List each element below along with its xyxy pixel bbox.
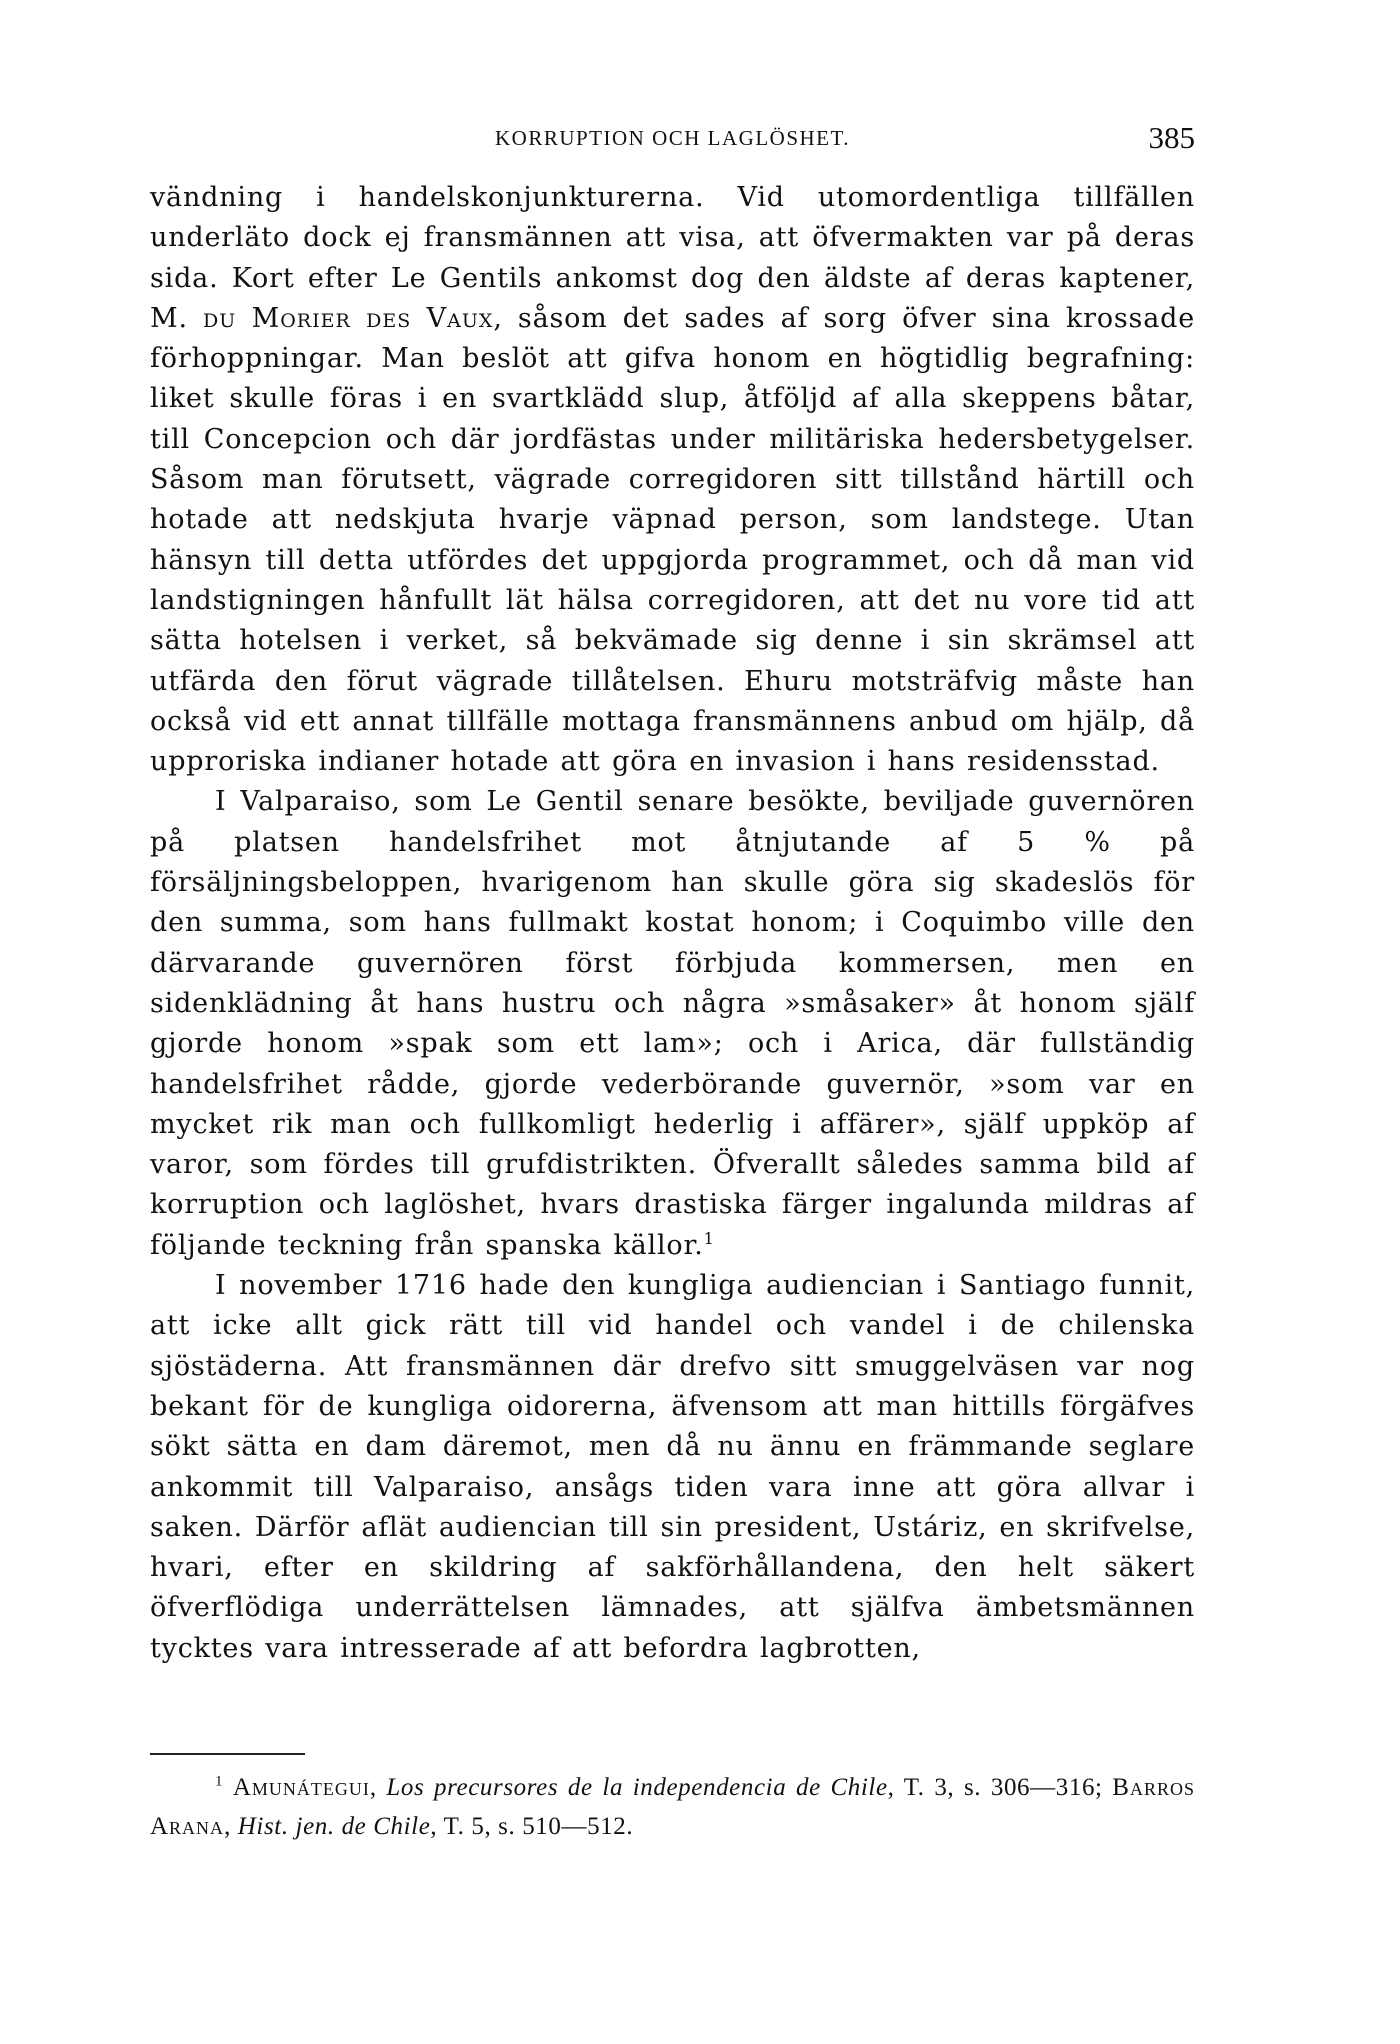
paragraph-1 — [150, 178, 1195, 782]
footnote-mark: 1 — [215, 1773, 224, 1790]
paragraph-1-text-a: vändning i handelskonjunkturerna. Vid utomordentliga tillfällen underläto dock ej fransmännen att visa, att öfvermakten var på deras sida. Kort efter Le Gentils ankomst dog den äldste af deras kaptener, M. — [150, 182, 1195, 334]
footnote — [150, 1768, 1195, 1846]
footnote-reference: 1 — [703, 1228, 715, 1248]
paragraph-3 — [150, 1266, 1195, 1669]
footnote-author-2: Barros Arana — [150, 1774, 1195, 1840]
paragraph-3-text: I november 1716 hade den kungliga audiencian i Santiago funnit, att icke allt gick rätt till vid handel och vandel i de chilenska sjöstäderna. Att fransmännen där drefvo sitt smuggelväsen var nog bekant för de kungliga oidorerna, äfvensom att man hittills förgäfves sökt sätta en dam däremot, men då nu ännu en främmande seglare ankommit till Valparaiso, ansågs tiden vara inne att göra allvar i saken. Därför aflät audiencian till sin president, Ustáriz, en skrifvelse, hvari, efter en skildring af sakförhållandena, den helt säkert öfverflödiga underrättelsen lämnades, att själfva ämbetsmännen tycktes vara intresserade af att befordra lagbrotten, — [150, 1270, 1195, 1664]
footnote-separator-2: , — [224, 1813, 238, 1840]
page-number: 385 — [1148, 120, 1195, 155]
footnote-reference-2: , T. 5, s. 510—512. — [430, 1813, 634, 1840]
footnote-title-1: Los precursores de la independencia de Chile — [386, 1774, 888, 1801]
paragraph-2-text: I Valparaiso, som Le Gentil senare besökte, beviljade guvernören på platsen handelsfrihet mot åtnjutande af 5 % på försäljningsbeloppen, hvarigenom han skulle göra sig skadeslös för den summa, som hans fullmakt kostat honom; i Coquimbo ville den därvarande guvernören först förbjuda kommersen, men en sidenklädning åt hans hustru och några »småsaker» åt honom själf gjorde honom »spak som ett lam»; och i Arica, där fullständig handelsfrihet rådde, gjorde vederbörande guvernör, »som var en mycket rik man och fullkomligt hederlig i affärer», själf uppköp af varor, som fördes till grufdistrikten. Öfverallt således samma bild af korruption och laglöshet, hvars drastiska färger ingalunda mildras af följande teckning från spanska källor. — [150, 786, 1195, 1261]
footnote-divider — [150, 1753, 305, 1755]
footnote-reference-1: , T. 3, s. 306—316; — [887, 1774, 1113, 1801]
paragraph-1-text-b: , såsom det sades af sorg öfver sina krossade förhoppningar. Man beslöt att gifva honom en högtidlig begrafning: liket skulle föras i en svartklädd slup, åtföljd af alla skeppens båtar, till Concepcion och där jordfästas under militäriska hedersbetygelser. Såsom man förutsett, vägrade corregidoren sitt tillstånd härtill och hotade att nedskjuta hvarje väpnad person, som landstege. Utan hänsyn till detta utfördes det uppgjorda programmet, och då man vid landstigningen hånfullt lät hälsa corregidoren, att det nu vore tid att sätta hotelsen i verket, så bekvämade sig denne i sin skrämsel att utfärda den förut vägrade tillåtelsen. Ehuru motsträfvig måste han också vid ett annat tillfälle mottaga fransmännens anbud om hjälp, då upproriska indianer hotade att göra en invasion i hans residensstad. — [150, 302, 1195, 778]
person-name: du Morier des Vaux — [202, 302, 494, 334]
footnote-title-2: Hist. jen. de Chile — [237, 1813, 431, 1840]
running-head — [150, 118, 1195, 158]
footnote-author-1: Amunátegui — [232, 1774, 370, 1801]
footnote-separator-1: , — [369, 1774, 387, 1801]
paragraph-2 — [150, 782, 1195, 1266]
body-text — [150, 178, 1195, 1669]
running-title: KORRUPTION OCH LAGLÖSHET. — [494, 126, 851, 150]
